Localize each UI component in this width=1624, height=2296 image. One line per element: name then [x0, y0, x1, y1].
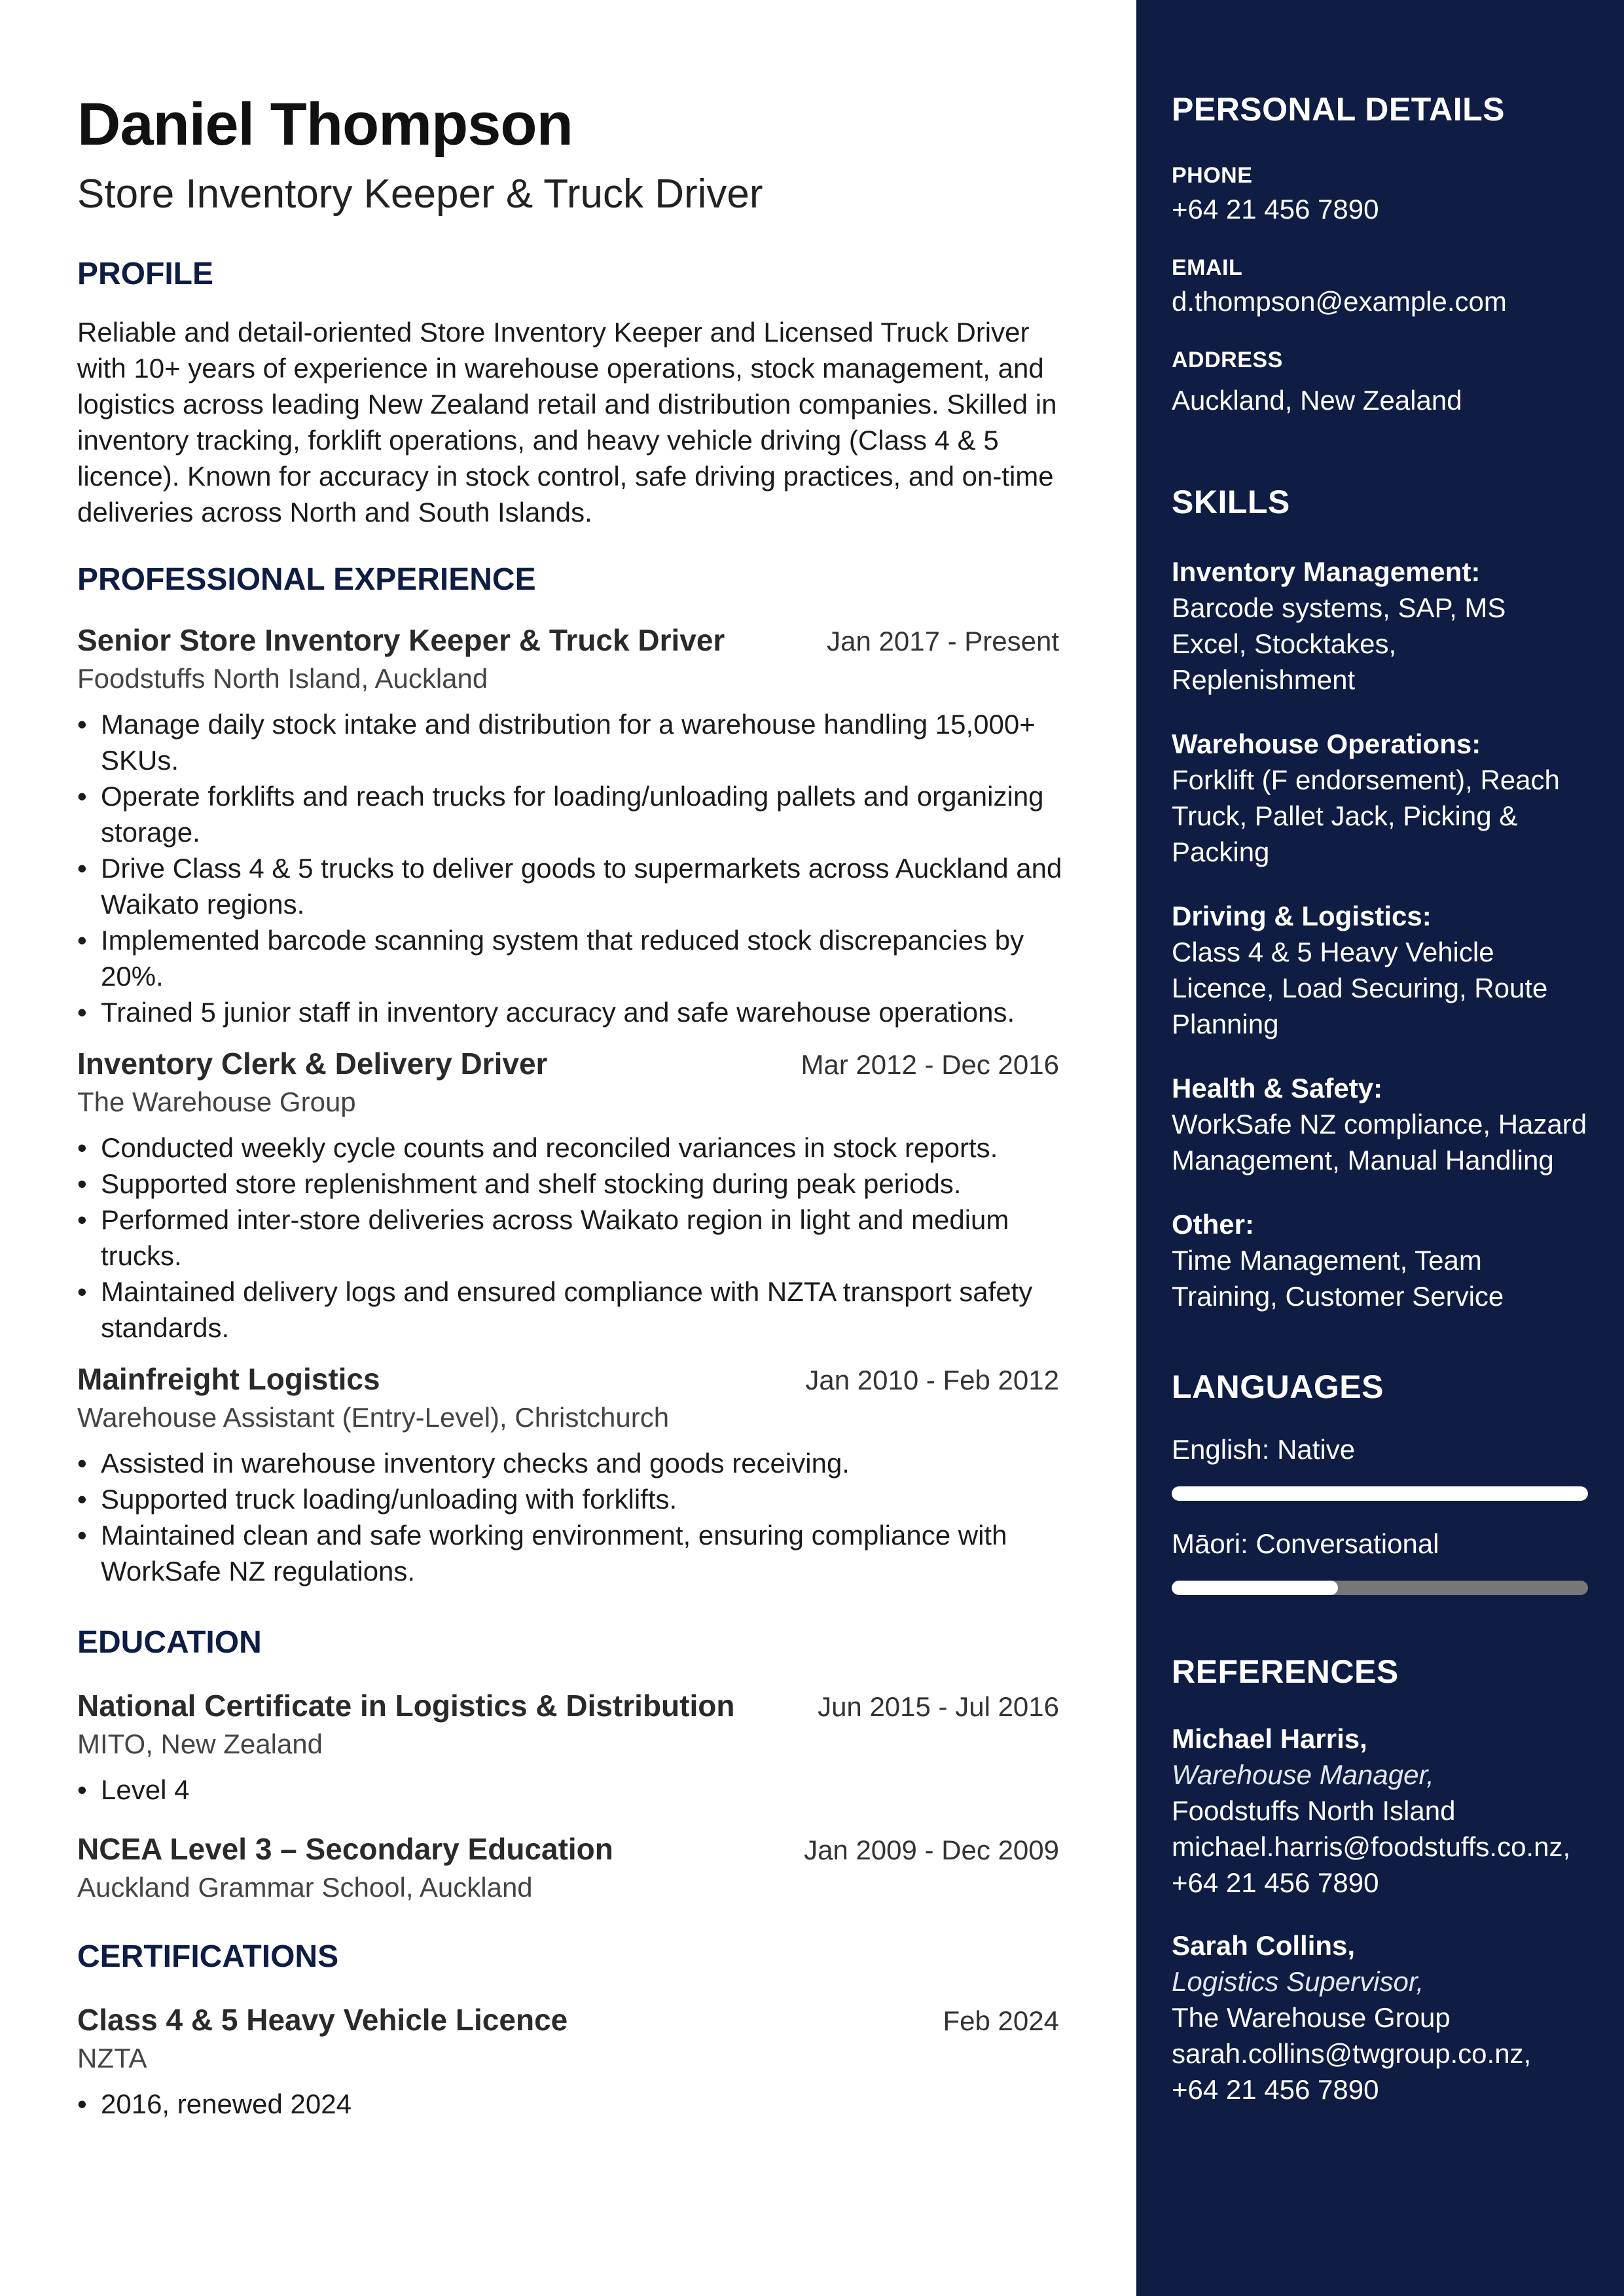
- entry-date: Feb 2024: [943, 2005, 1059, 2036]
- language-name: Māori: Conversational: [1172, 1528, 1439, 1559]
- entry-date: Jan 2009 - Dec 2009: [804, 1834, 1059, 1865]
- entry-bullets: [77, 1772, 1085, 1808]
- bullet-item: • Implemented barcode scanning system that reduced stock discrepancies by 20%.: [77, 922, 1085, 994]
- skill-desc: Time Management, Team Training, Customer Service: [1172, 1245, 1504, 1312]
- bullet-item: • Level 4: [77, 1772, 1085, 1808]
- references-heading: REFERENCES: [1172, 1653, 1399, 1690]
- email-value: d.thompson@example.com: [1172, 286, 1507, 317]
- experience-entry: [77, 622, 1085, 1030]
- entry-date: Jun 2015 - Jul 2016: [818, 1691, 1059, 1722]
- skill-group: [1172, 1207, 1589, 1314]
- reference-name: Michael Harris,: [1172, 1723, 1367, 1754]
- skill-group: [1172, 726, 1589, 870]
- reference-phone: +64 21 456 7890: [1172, 2074, 1379, 2105]
- sidebar: [1136, 0, 1624, 2296]
- certification-entry: [77, 2002, 1085, 2122]
- phone-value: +64 21 456 7890: [1172, 194, 1379, 224]
- experience-entry: [77, 1361, 1085, 1589]
- bullet-item: • Operate forklifts and reach trucks for loading/unloading pallets and organizing storage.: [77, 778, 1085, 850]
- bullet-item: • Conducted weekly cycle counts and reconciled variances in stock reports.: [77, 1130, 1085, 1166]
- reference-role: Logistics Supervisor,: [1172, 1966, 1424, 1997]
- entry-header: [77, 1688, 1059, 1723]
- experience-heading: PROFESSIONAL EXPERIENCE: [77, 562, 536, 598]
- entry-date: Mar 2012 - Dec 2016: [801, 1049, 1059, 1080]
- entry-title: Inventory Clerk & Delivery Driver: [77, 1046, 548, 1081]
- skill-group: [1172, 899, 1589, 1042]
- language-level-fill: [1172, 1486, 1588, 1501]
- education-heading: EDUCATION: [77, 1624, 262, 1660]
- entry-title: NCEA Level 3 – Secondary Education: [77, 1831, 613, 1866]
- skill-desc: Barcode systems, SAP, MS Excel, Stocktakes, Replenishment: [1172, 592, 1506, 695]
- education-entry: [77, 1831, 1085, 1903]
- entry-issuer: NZTA: [77, 2042, 147, 2073]
- entry-company: Foodstuffs North Island, Auckland: [77, 662, 488, 694]
- entry-bullets: [77, 1130, 1085, 1346]
- personal-details-heading: PERSONAL DETAILS: [1172, 91, 1505, 128]
- bullet-item: • Performed inter-store deliveries across Waikato region in light and medium trucks.: [77, 1202, 1085, 1274]
- language-item: [1172, 1528, 1589, 1595]
- languages-heading: LANGUAGES: [1172, 1369, 1384, 1405]
- language-name: English: Native: [1172, 1434, 1356, 1465]
- reference-name: Sarah Collins,: [1172, 1930, 1356, 1961]
- bullet-item: • Maintained clean and safe working environment, ensuring compliance with WorkSafe NZ regulations.: [77, 1517, 1085, 1589]
- bullet-item: • 2016, renewed 2024: [77, 2086, 1085, 2122]
- email-label: EMAIL: [1172, 255, 1243, 280]
- candidate-name: Daniel Thompson: [77, 91, 573, 158]
- entry-title: Senior Store Inventory Keeper & Truck Driver: [77, 622, 725, 657]
- reference-email: michael.harris@foodstuffs.co.nz,: [1172, 1831, 1571, 1862]
- education-entry: [77, 1688, 1085, 1808]
- skill-name: Warehouse Operations:: [1172, 728, 1481, 759]
- profile-heading: PROFILE: [77, 257, 214, 292]
- bullet-item: • Supported truck loading/unloading with forklifts.: [77, 1481, 1085, 1517]
- entry-title: National Certificate in Logistics & Distribution: [77, 1688, 735, 1723]
- address-label: ADDRESS: [1172, 348, 1283, 372]
- skill-group: [1172, 554, 1589, 698]
- skill-group: [1172, 1071, 1589, 1178]
- bullet-item: • Manage daily stock intake and distribution for a warehouse handling 15,000+ SKUs.: [77, 706, 1085, 778]
- entry-institution: Auckland Grammar School, Auckland: [77, 1871, 533, 1903]
- entry-bullets: [77, 2086, 1085, 2122]
- skill-name: Other:: [1172, 1209, 1254, 1240]
- main-column: [77, 92, 1085, 2122]
- entry-company: The Warehouse Group: [77, 1086, 356, 1117]
- candidate-title: Store Inventory Keeper & Truck Driver: [77, 171, 763, 217]
- entry-header: [77, 1046, 1059, 1081]
- reference-company: Foodstuffs North Island: [1172, 1795, 1456, 1826]
- entry-title: Class 4 & 5 Heavy Vehicle Licence: [77, 2002, 568, 2037]
- reference-phone: +64 21 456 7890: [1172, 1867, 1379, 1898]
- profile-text: Reliable and detail-oriented Store Inventory Keeper and Licensed Truck Driver with 10+ years of experience in warehouse operations, stock management, and logistics across leading New Zealand retail and distribution companies. Skilled in inventory tracking, forklift operations, and heavy vehicle driving (Class 4 & 5 licence). Known for accuracy in stock control, safe driving practices, and on-time deliveries across North and South Islands.: [77, 317, 1057, 528]
- address-value: Auckland, New Zealand: [1172, 385, 1462, 416]
- bullet-item: • Supported store replenishment and shelf stocking during peak periods.: [77, 1166, 1085, 1202]
- skill-name: Inventory Management:: [1172, 556, 1481, 587]
- certifications-heading: CERTIFICATIONS: [77, 1939, 339, 1974]
- entry-title: Mainfreight Logistics: [77, 1361, 380, 1396]
- language-level-fill: [1172, 1581, 1338, 1595]
- skill-desc: WorkSafe NZ compliance, Hazard Management, Manual Handling: [1172, 1109, 1587, 1175]
- experience-list: [77, 622, 1085, 1589]
- reference-role: Warehouse Manager,: [1172, 1759, 1434, 1790]
- entry-date: Jan 2010 - Feb 2012: [805, 1364, 1059, 1395]
- skill-name: Driving & Logistics:: [1172, 901, 1432, 931]
- entry-header: [77, 2002, 1059, 2037]
- entry-date: Jan 2017 - Present: [827, 625, 1059, 656]
- entry-institution: MITO, New Zealand: [77, 1728, 323, 1759]
- entry-header: [77, 1361, 1059, 1397]
- reference-item: [1172, 1721, 1589, 1901]
- bullet-item: • Assisted in warehouse inventory checks and goods receiving.: [77, 1445, 1085, 1481]
- language-level-bar: [1172, 1581, 1588, 1595]
- bullet-item: • Drive Class 4 & 5 trucks to deliver goods to supermarkets across Auckland and Waikato regions.: [77, 850, 1085, 922]
- skills-heading: SKILLS: [1172, 484, 1290, 520]
- skill-name: Health & Safety:: [1172, 1073, 1383, 1103]
- entry-header: [77, 622, 1059, 658]
- entry-company: Warehouse Assistant (Entry-Level), Christchurch: [77, 1401, 670, 1433]
- entry-header: [77, 1831, 1059, 1867]
- entry-bullets: [77, 1445, 1085, 1589]
- reference-item: [1172, 1928, 1589, 2108]
- entry-bullets: [77, 706, 1085, 1030]
- bullet-item: • Trained 5 junior staff in inventory accuracy and safe warehouse operations.: [77, 994, 1085, 1030]
- reference-company: The Warehouse Group: [1172, 2002, 1451, 2033]
- phone-label: PHONE: [1172, 163, 1253, 188]
- language-item: [1172, 1434, 1589, 1501]
- bullet-item: • Maintained delivery logs and ensured compliance with NZTA transport safety standards.: [77, 1274, 1085, 1346]
- experience-entry: [77, 1046, 1085, 1346]
- language-level-bar: [1172, 1486, 1588, 1501]
- skill-desc: Forklift (F endorsement), Reach Truck, Pallet Jack, Picking & Packing: [1172, 764, 1560, 867]
- skill-desc: Class 4 & 5 Heavy Vehicle Licence, Load Securing, Route Planning: [1172, 937, 1548, 1039]
- reference-email: sarah.collins@twgroup.co.nz,: [1172, 2038, 1532, 2069]
